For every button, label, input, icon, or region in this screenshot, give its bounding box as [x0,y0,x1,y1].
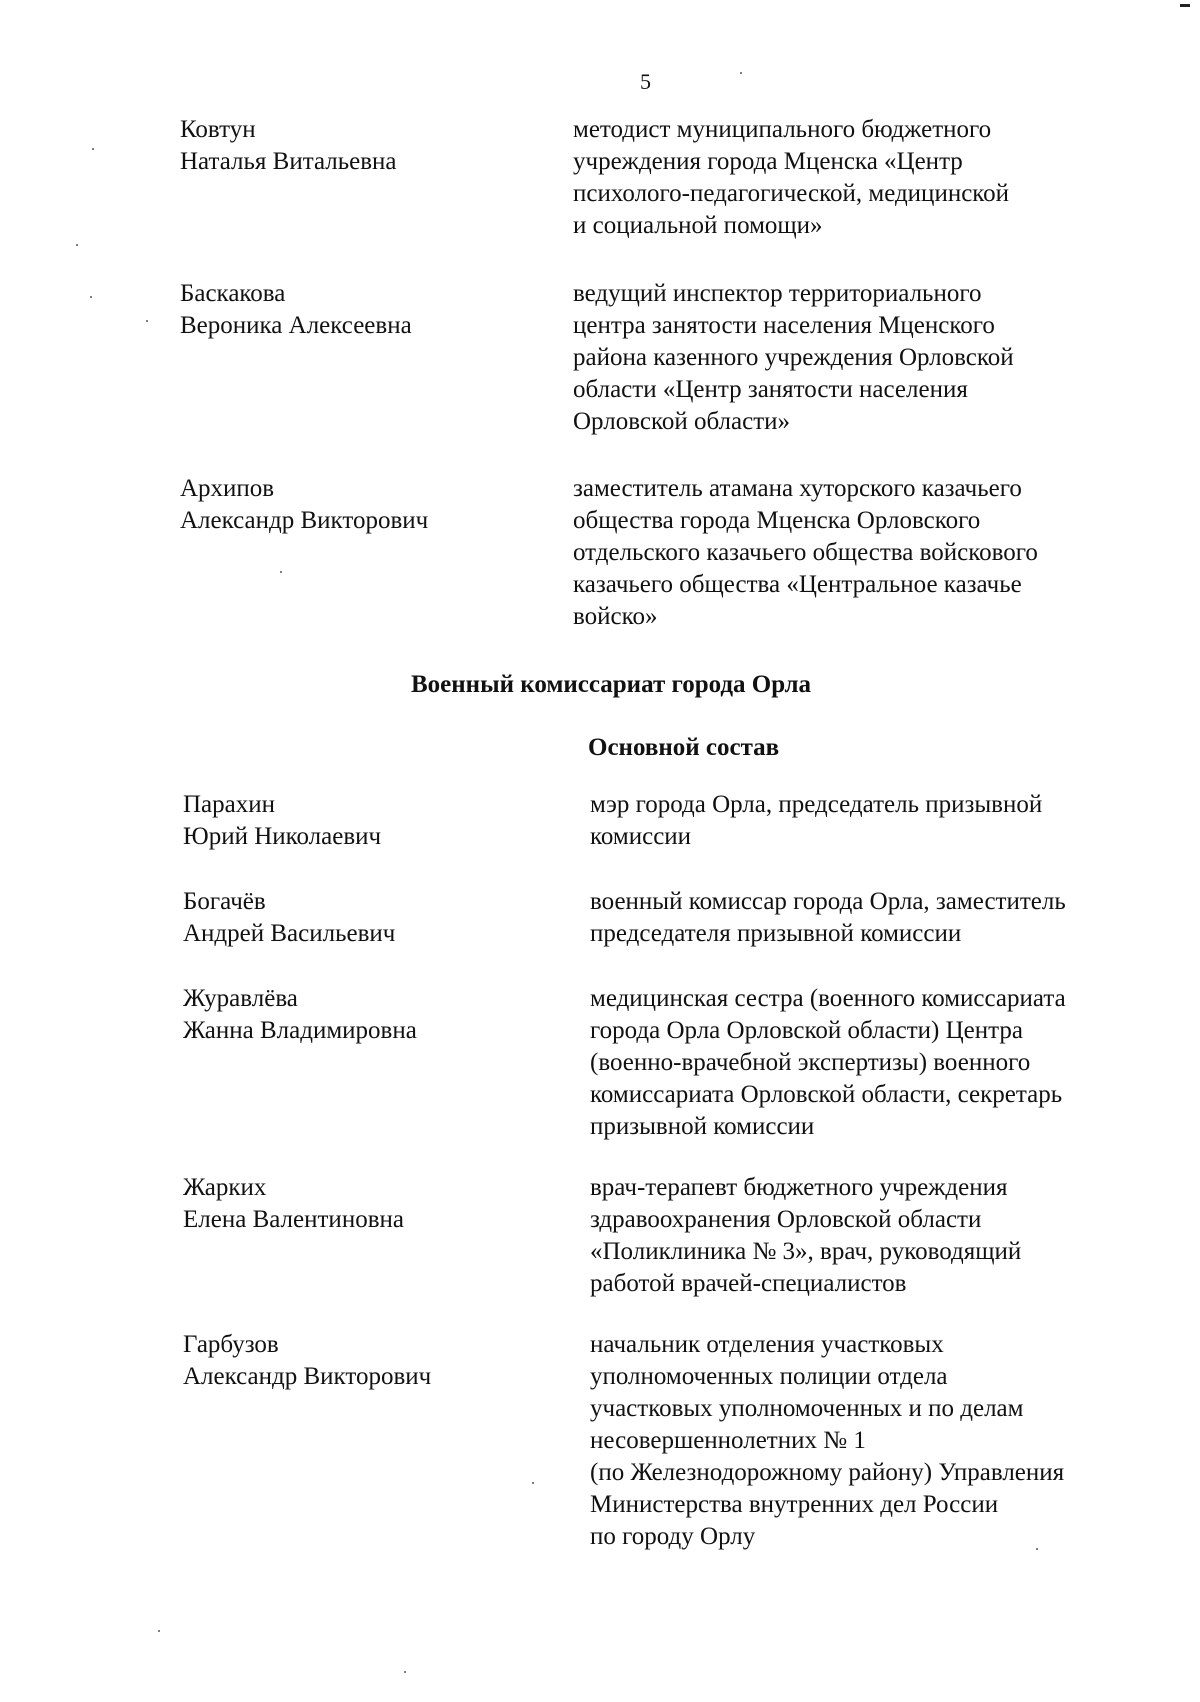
member-role: врач-терапевт бюджетного учреждения здравоохранения Орловской области «Поликлиника № 3», врач, руководящий работой врачей-специалистов [590,1174,1022,1297]
scan-speck [76,244,78,246]
scan-speck [146,320,148,322]
scan-speck [92,148,94,150]
page-number: 5 [640,69,651,94]
section-heading: Военный комиссариат города Орла [411,671,812,698]
scan-speck [158,1630,160,1632]
member-role: методист муниципального бюджетного учреждения города Мценска «Центр психолого-педагогической, медицинской и социальной помощи» [573,116,1010,239]
member-role: мэр города Орла, председатель призывной комиссии [590,791,1043,850]
member-role: ведущий инспектор территориального центра занятости населения Мценского района казенного учреждения Орловской области «Центр занятости населения Орловской области» [573,280,1014,435]
member-name: Архипов Александр Викторович [180,475,429,534]
member-role: заместитель атамана хуторского казачьего общества города Мценска Орловского отдельского казачьего общества войскового казачьего общества «Центральное казачье войско» [573,475,1038,630]
subheading: Основной состав [588,734,780,761]
member-role: военный комиссар города Орла, заместитель председателя призывной комиссии [590,888,1066,947]
member-name: Парахин Юрий Николаевич [183,791,382,850]
member-name: Богачёв Андрей Васильевич [183,888,396,947]
member-role: медицинская сестра (военного комиссариата города Орла Орловской области) Центра (военно-врачебной экспертизы) военного комиссариата Орловской области, секретарь призывной комиссии [590,985,1066,1140]
member-name: Ковтун Наталья Витальевна [180,116,397,175]
scan-speck [280,571,282,573]
member-name: Баскакова Вероника Алексеевна [180,280,412,339]
member-role: начальник отделения участковых уполномоченных полиции отдела участковых уполномоченных и по делам несовершеннолетних № 1 (по Железнодорожному району) Управления Министерства внутренних дел России по городу Орлу [590,1331,1065,1550]
scan-edge-mark [1180,4,1190,7]
scan-speck [90,296,92,298]
scan-speck [1036,1548,1038,1550]
scan-speck [404,1671,406,1673]
scan-speck [740,72,742,74]
member-name: Гарбузов Александр Викторович [183,1331,432,1390]
member-name: Журавлёва Жанна Владимировна [183,985,417,1044]
member-name: Жарких Елена Валентиновна [183,1174,404,1233]
scan-speck [532,1482,534,1484]
